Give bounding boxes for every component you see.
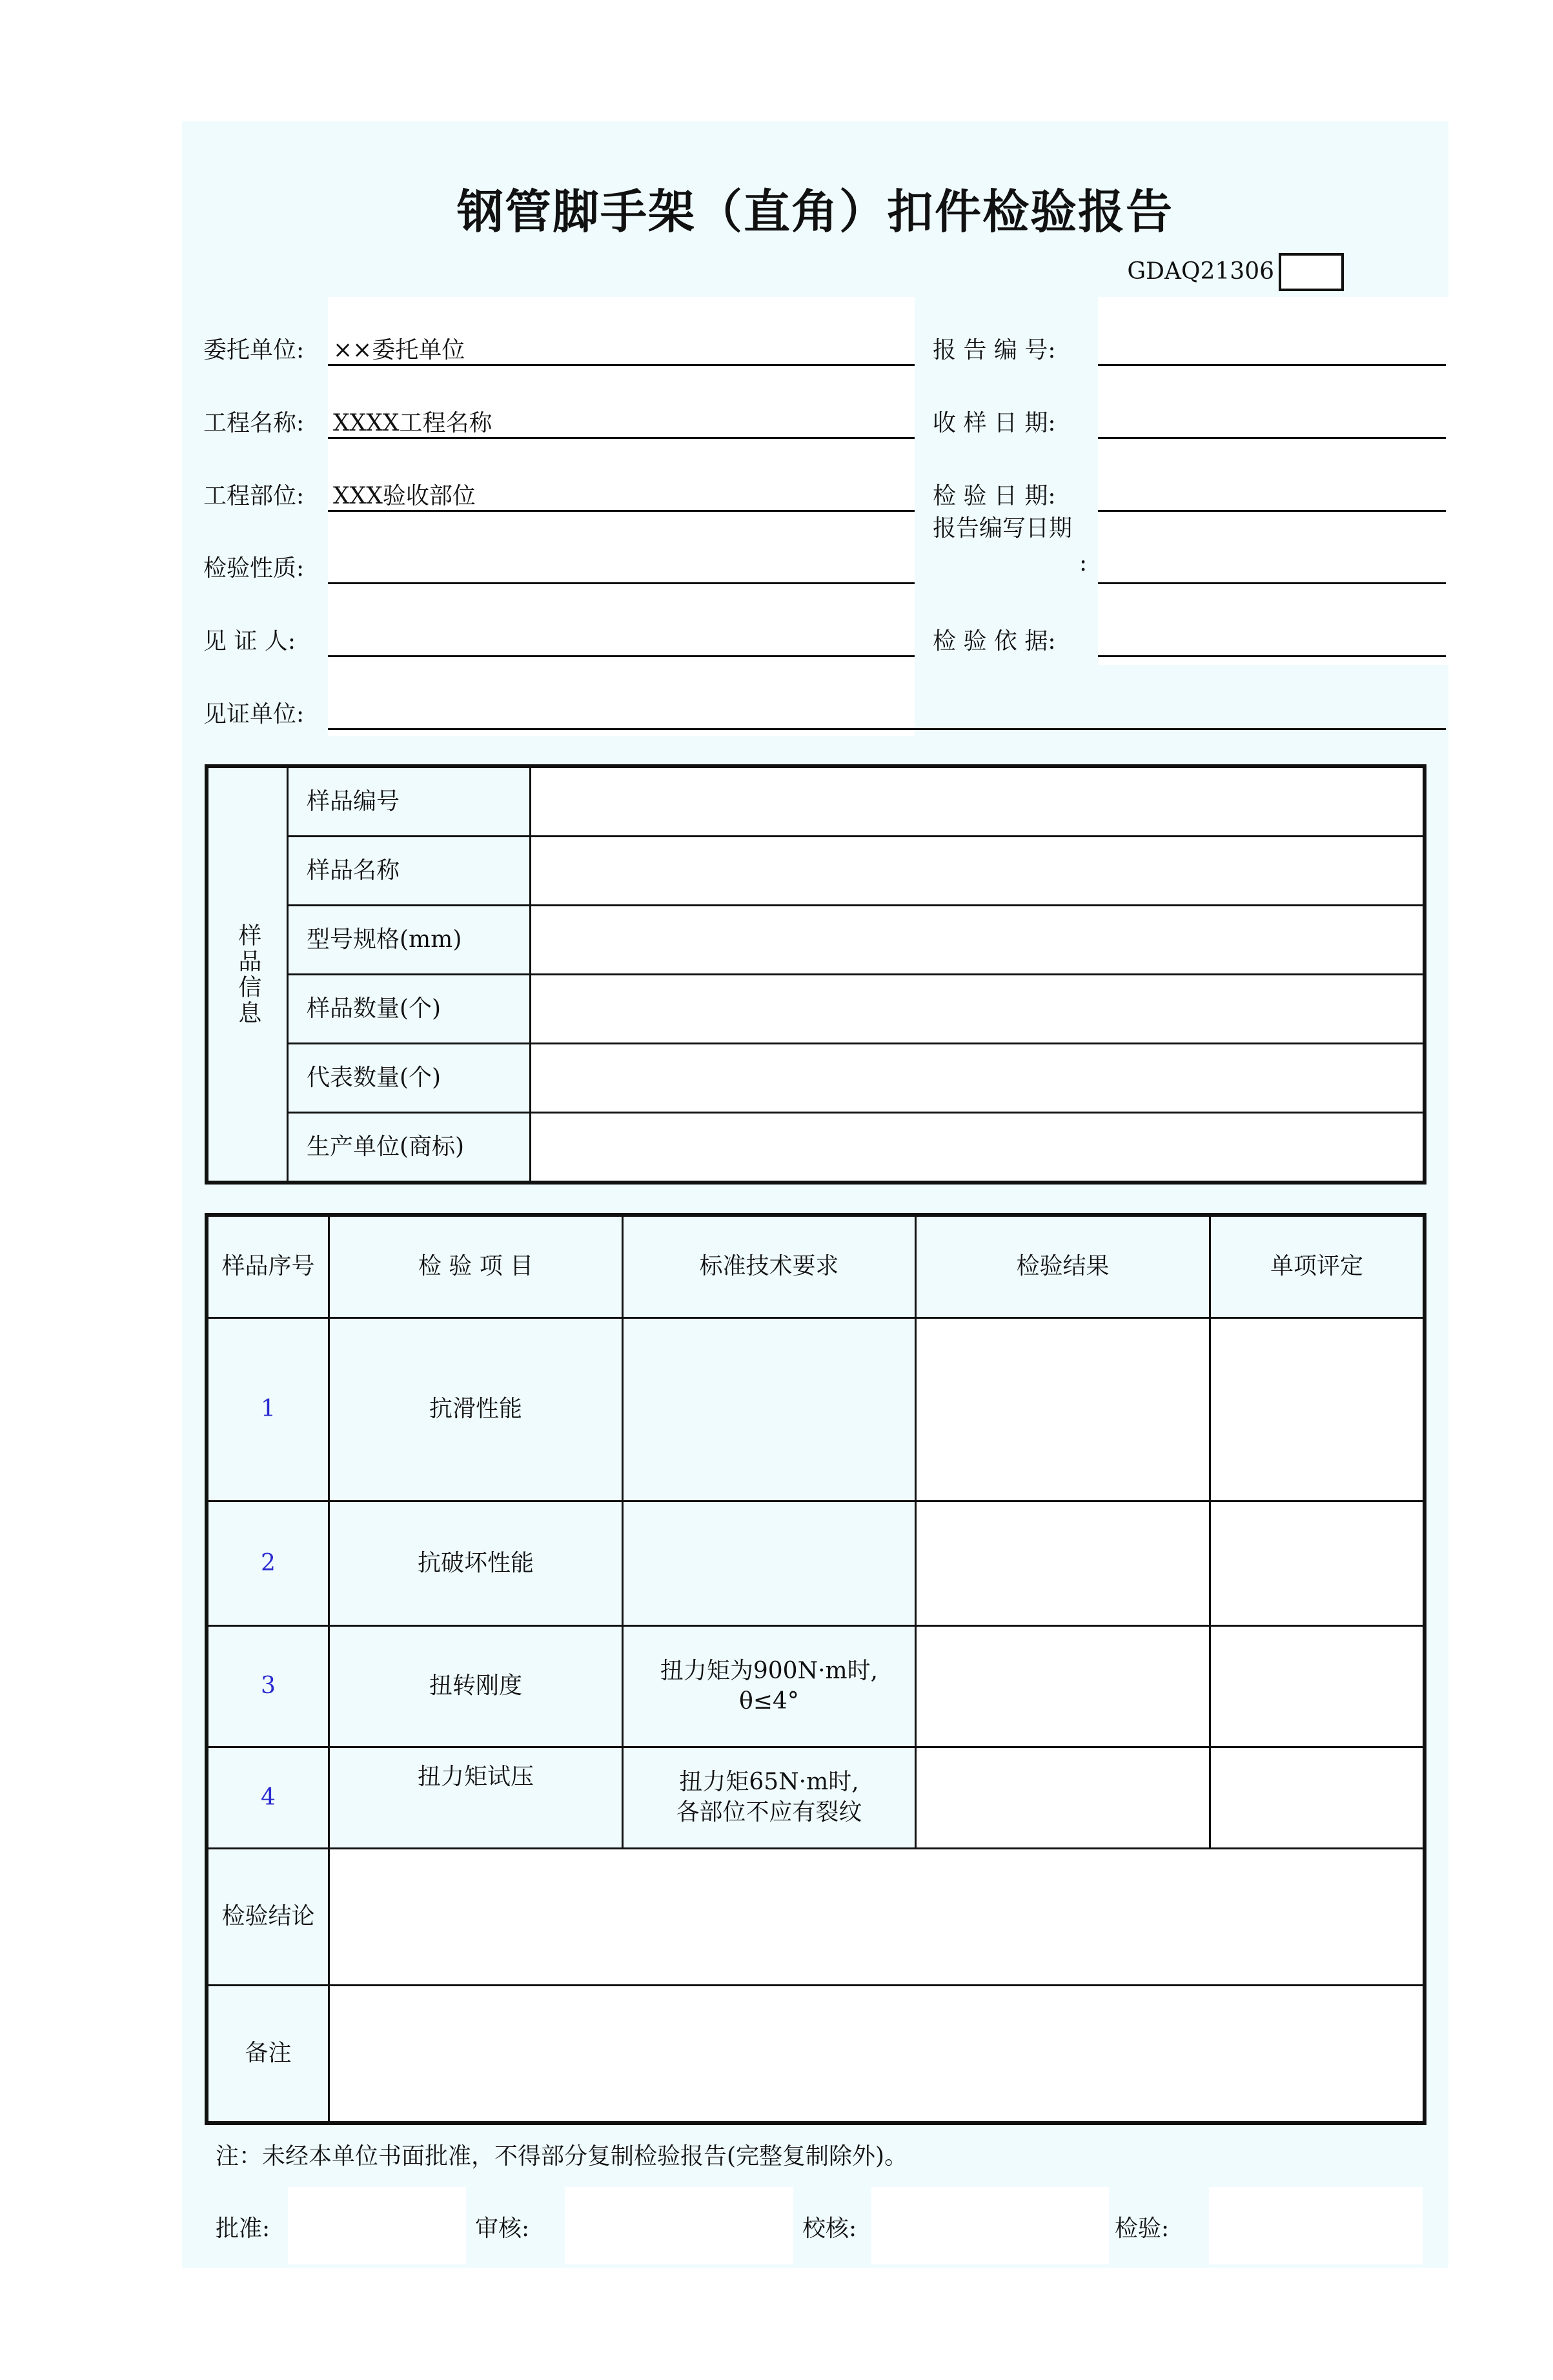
page-title: 钢管脚手架（直角）扣件检验报告 — [456, 185, 1173, 239]
item-evaluation[interactable] — [1210, 1318, 1424, 1501]
field-underline — [328, 728, 1446, 730]
sample-field-label: 样品数量(个) — [288, 975, 531, 1044]
sample-field-label: 代表数量(个) — [288, 1044, 531, 1113]
sample-row — [208, 906, 1424, 975]
item-evaluation[interactable] — [1210, 1747, 1424, 1849]
sample-field-label: 生产单位(商标) — [288, 1113, 531, 1182]
signature-label: 审核: — [475, 2215, 530, 2242]
field-underline — [328, 655, 915, 657]
field-value[interactable]: ××委托单位 — [333, 337, 465, 363]
sample-number: 4 — [208, 1747, 329, 1849]
item-evaluation[interactable] — [1210, 1626, 1424, 1747]
standard-requirement — [623, 1501, 916, 1626]
sample-row — [208, 1044, 1424, 1113]
field-label: 检 验 日 期: — [933, 483, 1056, 509]
test-results-table — [207, 1215, 1425, 2123]
sample-number: 2 — [208, 1501, 329, 1626]
field-underline — [1098, 655, 1446, 657]
field-underline — [1098, 437, 1446, 439]
field-value[interactable] — [333, 623, 914, 651]
field-value[interactable] — [1104, 623, 1446, 651]
field-label: 报告编写日期 — [933, 515, 1073, 542]
sample-field-value[interactable] — [531, 1044, 1424, 1113]
field-value[interactable] — [1104, 332, 1446, 360]
conclusion-value[interactable] — [329, 1849, 1424, 1986]
field-label: 委托单位: — [203, 337, 305, 363]
column-header: 样品序号 — [208, 1216, 329, 1318]
sample-row — [208, 1113, 1424, 1182]
sign-area — [565, 2187, 793, 2264]
report-code: GDAQ21306 — [1127, 258, 1274, 285]
sample-number: 1 — [208, 1318, 329, 1501]
field-value[interactable]: XXXX工程名称 — [333, 410, 492, 436]
test-row — [208, 1747, 1424, 1849]
field-label-colon: : — [1079, 550, 1088, 576]
field-underline — [328, 582, 915, 584]
remarks-row — [208, 1986, 1424, 2122]
standard-requirement: 扭力矩65N·m时, 各部位不应有裂纹 — [623, 1747, 916, 1849]
standard-requirement: 扭力矩为900N·m时, θ≤4° — [623, 1626, 916, 1747]
field-value[interactable] — [333, 550, 914, 578]
field-label: 工程名称: — [203, 410, 305, 436]
field-value[interactable] — [1104, 550, 1446, 578]
sign-area — [1209, 2187, 1423, 2264]
test-result[interactable] — [916, 1501, 1210, 1626]
field-underline — [328, 364, 915, 366]
test-row — [208, 1501, 1424, 1626]
conclusion-label: 检验结论 — [208, 1849, 329, 1986]
field-label: 见 证 人: — [203, 628, 296, 655]
sample-field-label: 型号规格(mm) — [288, 906, 531, 975]
header-row — [208, 1216, 1424, 1318]
test-row — [208, 1626, 1424, 1747]
field-label: 检验性质: — [203, 555, 305, 582]
test-item: 抗滑性能 — [329, 1318, 623, 1501]
sample-number: 3 — [208, 1626, 329, 1747]
field-underline — [328, 510, 915, 512]
standard-requirement — [623, 1318, 916, 1501]
sample-field-value[interactable] — [531, 1113, 1424, 1182]
code-suffix-box[interactable] — [1279, 253, 1344, 291]
signature-label: 批准: — [216, 2215, 270, 2242]
test-row — [208, 1318, 1424, 1501]
field-value[interactable] — [1104, 405, 1446, 433]
test-result[interactable] — [916, 1318, 1210, 1501]
signature-label: 校核: — [802, 2215, 857, 2242]
sample-row — [208, 975, 1424, 1044]
sample-field-value[interactable] — [531, 906, 1424, 975]
column-header: 检验结果 — [916, 1216, 1210, 1318]
field-value[interactable]: XXX验收部位 — [333, 483, 476, 509]
sample-info-table — [207, 766, 1425, 1183]
copy-note: 注：未经本单位书面批准，不得部分复制检验报告(完整复制除外)。 — [216, 2143, 908, 2170]
column-header: 单项评定 — [1210, 1216, 1424, 1318]
field-underline — [1098, 364, 1446, 366]
field-label: 收 样 日 期: — [933, 410, 1056, 436]
sample-info-label: 样品信息 — [208, 768, 288, 1182]
column-header: 检 验 项 目 — [329, 1216, 623, 1318]
sign-area — [871, 2187, 1109, 2264]
test-result[interactable] — [916, 1626, 1210, 1747]
sample-field-value[interactable] — [531, 768, 1424, 837]
field-label: 见证单位: — [203, 701, 305, 727]
field-value[interactable] — [1104, 478, 1446, 506]
column-header: 标准技术要求 — [623, 1216, 916, 1318]
test-result[interactable] — [916, 1747, 1210, 1849]
sign-area — [288, 2187, 466, 2264]
item-evaluation[interactable] — [1210, 1501, 1424, 1626]
field-label: 报 告 编 号: — [933, 337, 1056, 363]
test-item: 扭力矩试压 — [329, 1747, 623, 1849]
sample-field-label: 样品编号 — [288, 768, 531, 837]
sample-row — [208, 768, 1424, 837]
sample-row — [208, 837, 1424, 906]
field-label: 检 验 依 据: — [933, 628, 1056, 655]
remarks-value[interactable] — [329, 1986, 1424, 2122]
signature-label: 检验: — [1115, 2215, 1170, 2242]
test-item: 扭转刚度 — [329, 1626, 623, 1747]
conclusion-row — [208, 1849, 1424, 1986]
sample-field-value[interactable] — [531, 837, 1424, 906]
field-value[interactable] — [333, 696, 914, 724]
field-underline — [1098, 510, 1446, 512]
field-underline — [1098, 582, 1446, 584]
remarks-label: 备注 — [208, 1986, 329, 2122]
sample-field-value[interactable] — [531, 975, 1424, 1044]
sample-field-label: 样品名称 — [288, 837, 531, 906]
test-item: 抗破坏性能 — [329, 1501, 623, 1626]
field-underline — [328, 437, 915, 439]
field-label: 工程部位: — [203, 483, 305, 509]
